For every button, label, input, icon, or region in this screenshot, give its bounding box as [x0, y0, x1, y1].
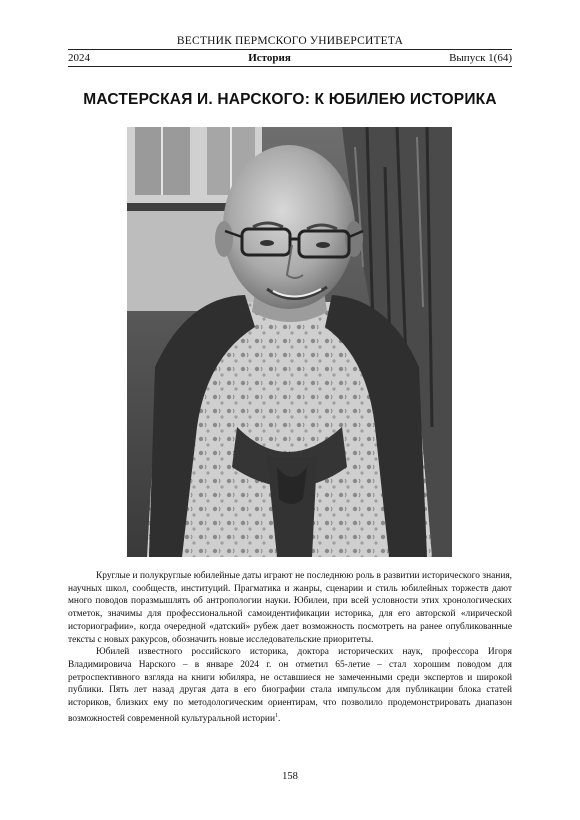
header-rule-bottom [68, 66, 512, 67]
footnote-marker[interactable]: 1 [274, 712, 278, 719]
issue-number: Выпуск 1(64) [449, 52, 512, 64]
issue-line [68, 51, 512, 65]
issue-section: История [248, 52, 291, 64]
article-title: МАСТЕРСКАЯ И. НАРСКОГО: К ЮБИЛЕЮ ИСТОРИКА [83, 91, 497, 108]
header-rule-top [68, 49, 512, 50]
paragraph-2: Юбилей известного российского историка, доктора исторических наук, профессора Игоря Владимировича Нарского – в январе 2024 г. он отметил 65-летие – стал хорошим поводом для ретроспективного взгляда на книги юбиляра, не оставшиеся не замеченными среди экспертов и широкой публики. Пять лет назад другая дата в его биографии стала импульсом для публикации блока статей историков, близких ему по методологическим ориентирам, что позволило продемонстрировать диапазон возможностей современной культуральной истории$^1$. [68, 647, 512, 724]
article-body [68, 570, 512, 726]
page-number: 158 [282, 771, 298, 782]
paragraph-1: Круглые и полукруглые юбилейные даты играют не последнюю роль в развитии исторического знания, научных школ, сообществ, институций. Прагматика и жанры, сценарии и стиль юбилейных торжеств дают много поводов поразмышлять об антропологии науки. Юбилеи, при всей условности этих хронологических отметок, значимы для профессиональной самоидентификации историка, для его авторской «лирической историографии», когда очередной «датский» рубеж дает возможность посмотреть на ранее опубликованные тексты с новых ракурсов, обозначить новые исследовательские приоритеты. [68, 571, 512, 645]
paragraph-2-text: Юбилей известного российского историка, доктора исторических наук, профессора Игоря Владимировича Нарского – в январе 2024 г. он отметил 65-летие – стал хорошим поводом для ретроспективного взгляда на книги юбиляра, не оставшиеся не замеченными среди экспертов и широкой публики. Пять лет назад другая дата в его биографии стала импульсом для публикации блока статей историков, близких ему по методологическим ориентирам, что позволило продемонстрировать диапазон возможностей современной культуральной истории [68, 647, 512, 724]
portrait-photo [127, 127, 452, 557]
issue-year: 2024 [68, 52, 90, 64]
journal-title: ВЕСТНИК ПЕРМСКОГО УНИВЕРСИТЕТА [176, 35, 404, 47]
